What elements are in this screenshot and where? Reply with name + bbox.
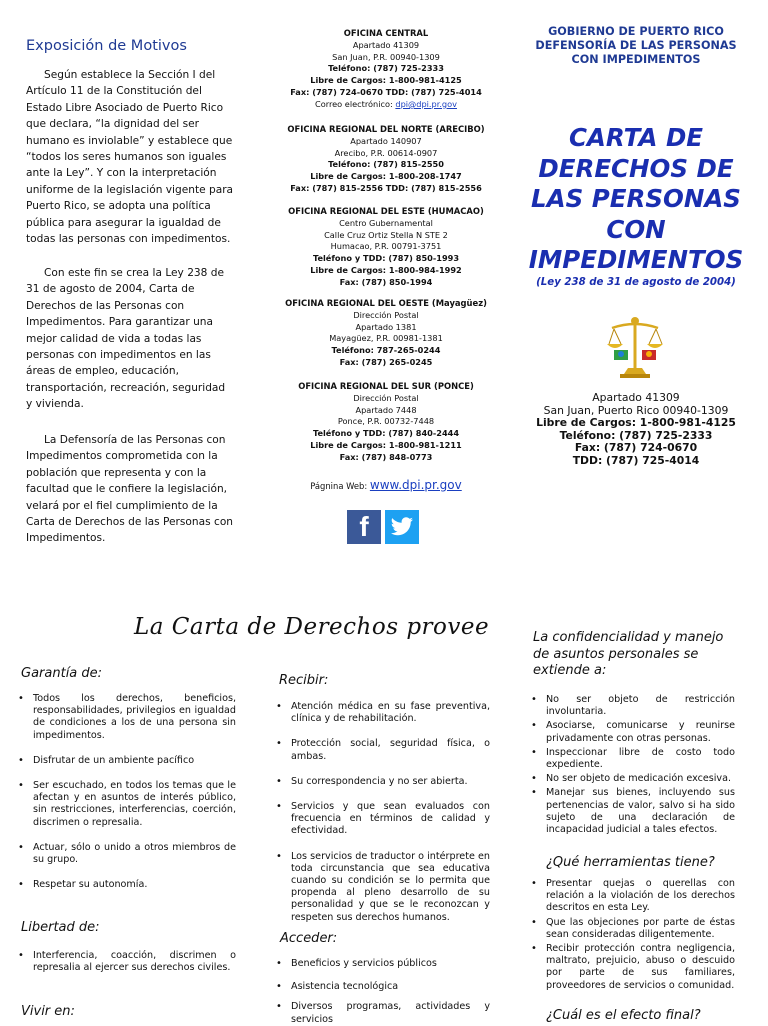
email-label: Correo electrónico: bbox=[315, 98, 393, 109]
twitter-bird-icon bbox=[390, 517, 414, 537]
list-item: • Disfrutar de un ambiente pacífico bbox=[16, 755, 236, 767]
gov-line: GOBIERNO DE PUERTO RICO bbox=[548, 25, 724, 38]
text-line: población que representa y con la bbox=[26, 466, 207, 479]
heading-efecto: ¿Cuál es el efecto final? bbox=[546, 1008, 701, 1023]
twitter-icon[interactable] bbox=[385, 510, 419, 544]
text-line: Artículo 11 de la Constitución del bbox=[26, 85, 202, 98]
gov-line: CON IMPEDIMENTOS bbox=[571, 53, 701, 66]
title-line: DERECHOS DE bbox=[538, 153, 734, 183]
address-fax: Fax: (787) 724-0670 bbox=[574, 441, 698, 455]
list-item: • No ser objeto de restricción involuntaria. bbox=[529, 694, 735, 718]
office-line: Mayagüez, P.R. 00981-1381 bbox=[329, 333, 443, 344]
text-line: Impedimentos. bbox=[26, 532, 106, 545]
office-phone: Teléfono: 787-265-0244 bbox=[331, 345, 441, 356]
document-subtitle: (Ley 238 de 31 de agosto de 2004) bbox=[536, 277, 736, 288]
scales-of-justice-seal-icon bbox=[606, 312, 664, 382]
web-link[interactable]: www.dpi.pr.gov bbox=[369, 478, 462, 492]
address-line: Apartado 41309 bbox=[592, 391, 680, 404]
office-phone: Teléfono y TDD: (787) 840-2444 bbox=[312, 428, 460, 439]
text-line: velará por el fiel cumplimiento de la bbox=[26, 499, 218, 512]
office-title: OFICINA CENTRAL bbox=[343, 28, 429, 38]
heading-acceder: Acceder: bbox=[280, 931, 338, 946]
list-libertad bbox=[16, 950, 236, 974]
list-item: • Recibir protección contra negligencia, maltrato, prejuicio, abuso o descuido por parte de sus familiares, proveedores de servicios o comunidad. bbox=[529, 943, 735, 992]
list-garantia bbox=[16, 693, 236, 904]
text-line: 31 de agosto de 2004, Carta de bbox=[26, 283, 195, 296]
list-acceder bbox=[274, 958, 490, 1026]
text-line: transportación, recreación, seguridad bbox=[26, 381, 226, 394]
office-tollfree: Libre de Cargos: 1-800-208-1747 bbox=[310, 171, 462, 182]
office-line: Calle Cruz Ortiz Stella N STE 2 bbox=[324, 229, 448, 240]
web-line bbox=[274, 478, 498, 492]
heading-libertad: Libertad de: bbox=[21, 920, 100, 935]
office-este bbox=[274, 206, 498, 289]
heading-line: de asuntos personales se bbox=[533, 646, 699, 662]
text-line: mejor calidad de vida a todas las bbox=[26, 332, 202, 345]
heading-recibir: Recibir: bbox=[279, 673, 329, 688]
heading-line: La confidencialidad y manejo bbox=[533, 630, 724, 645]
list-item: • Protección social, seguridad física, o ambas. bbox=[274, 738, 490, 762]
text-line: Según establece la Sección I del bbox=[44, 69, 216, 81]
office-tollfree: Libre de Cargos: 1-800-984-1992 bbox=[310, 264, 462, 275]
address-line: San Juan, Puerto Rico 00940-1309 bbox=[543, 403, 729, 417]
office-fax: Fax: (787) 848-0773 bbox=[339, 451, 433, 462]
heading-vivir: Vivir en: bbox=[21, 1004, 75, 1019]
social-links bbox=[347, 510, 423, 544]
email-link[interactable]: dpi@dpi.pr.gov bbox=[395, 98, 457, 109]
office-oeste bbox=[274, 298, 498, 369]
list-item: • Manejar sus bienes, incluyendo sus pertenencias de valor, salvo si ha sido sujeto de una declaración de incapacidad judicial a tales efectos. bbox=[529, 787, 735, 836]
list-item: • Inspeccionar libre de costo todo expediente. bbox=[529, 747, 735, 771]
text-line: áreas de empleo, educación, bbox=[26, 365, 179, 378]
paragraph-2 bbox=[26, 265, 240, 413]
office-line: Dirección Postal bbox=[353, 392, 419, 403]
office-title: OFICINA REGIONAL DEL OESTE (Mayagüez) bbox=[285, 298, 487, 308]
office-title: OFICINA REGIONAL DEL NORTE (ARECIBO) bbox=[287, 124, 485, 134]
text-line: “todos los seres humanos son iguales bbox=[26, 151, 227, 164]
list-item: • Los servicios de traductor o intérprete en toda circunstancia que sea educativa cuando su condición se lo permita que propenda al pleno desarrollo de su personalidad y que se le reconozcan y respeten sus derechos humanos. bbox=[274, 851, 490, 924]
office-fax: Fax: (787) 815-2556 TDD: (787) 815-2556 bbox=[290, 182, 482, 193]
title-line: CON bbox=[606, 214, 666, 244]
section-title-exposicion: Exposición de Motivos bbox=[26, 38, 187, 54]
text-line: Estado Libre Asociado de Puerto Rico bbox=[26, 101, 224, 114]
government-header bbox=[520, 25, 752, 67]
heading-confidencialidad bbox=[533, 630, 763, 680]
office-line: San Juan, P.R. 00940-1309 bbox=[332, 51, 440, 62]
list-item: • Interferencia, coacción, discrimen o represalia al ejercer sus derechos civiles. bbox=[16, 950, 236, 974]
list-item: • Ser escuchado, en todos los temas que le afectan y en asuntos de interés público, sin restricciones, interferencias, coerción, discrimen o represalia. bbox=[16, 780, 236, 829]
list-recibir bbox=[274, 701, 490, 937]
title-line: CARTA DE bbox=[568, 123, 704, 152]
address-tdd: TDD: (787) 725-4014 bbox=[572, 453, 700, 467]
list-item: • Beneficios y servicios públicos bbox=[274, 958, 490, 970]
text-line: todas las personas con impedimentos. bbox=[26, 233, 231, 246]
office-tollfree: Libre de Cargos: 1-800-981-4125 bbox=[310, 75, 462, 86]
paragraph-3 bbox=[26, 432, 240, 547]
office-title: OFICINA REGIONAL DEL SUR (PONCE) bbox=[298, 381, 474, 391]
text-line: Puerto Rico, se adopta una política bbox=[26, 200, 211, 213]
office-line: Humacao, P.R. 00791-3751 bbox=[330, 241, 442, 252]
list-herramientas bbox=[529, 878, 735, 994]
text-line: Carta de Derechos de las Personas con bbox=[26, 516, 234, 529]
list-item: • Que las objeciones por parte de éstas sean consideradas diligentemente. bbox=[529, 917, 735, 941]
office-phone: Teléfono y TDD: (787) 850-1993 bbox=[312, 253, 460, 264]
text-line: Impedimentos. Para garantizar una bbox=[26, 316, 213, 329]
list-item: • Presentar quejas o querellas con relación a la violación de los derechos descritos en esta Ley. bbox=[529, 878, 735, 915]
office-line: Arecibo, P.R. 00614-0907 bbox=[334, 147, 438, 158]
text-line: y vivienda. bbox=[26, 398, 84, 411]
title-line: IMPEDIMENTOS bbox=[528, 245, 744, 274]
list-confidencialidad bbox=[529, 694, 735, 838]
title-line: LAS PERSONAS bbox=[531, 184, 741, 213]
text-line: uniforme de la legislación vigente para bbox=[26, 183, 234, 196]
heading-line: extiende a: bbox=[533, 663, 607, 678]
office-line: Apartado 7448 bbox=[355, 404, 417, 415]
office-line: Apartado 1381 bbox=[355, 321, 417, 332]
paragraph-1 bbox=[26, 67, 240, 247]
list-item: • Asociarse, comunicarse y reunirse privadamente con otras personas. bbox=[529, 720, 735, 744]
address-phone: Teléfono: (787) 725-2333 bbox=[559, 428, 713, 442]
office-fax: Fax: (787) 724-0670 TDD: (787) 725-4014 bbox=[290, 86, 482, 97]
text-line: pública para asegurar la igualdad de bbox=[26, 216, 221, 229]
office-title: OFICINA REGIONAL DEL ESTE (HUMACAO) bbox=[288, 206, 484, 216]
office-tollfree: Libre de Cargos: 1-800-981-1211 bbox=[310, 439, 462, 450]
list-item: • Todos los derechos, beneficios, responsabilidades, privilegios en igualdad de condiciones a los de una persona sin impedimentos. bbox=[16, 693, 236, 742]
list-item: • No ser objeto de medicación excesiva. bbox=[529, 773, 735, 785]
text-line: facultad que le confiere la legislación, bbox=[26, 483, 228, 496]
office-sur bbox=[274, 381, 498, 464]
office-phone: Teléfono: (787) 725-2333 bbox=[328, 63, 444, 74]
text-line: ante la Ley”. Y con la interpretación bbox=[26, 167, 217, 180]
office-line: Centro Gubernamental bbox=[339, 217, 433, 228]
office-fax: Fax: (787) 850-1994 bbox=[339, 276, 433, 287]
heading-garantia: Garantía de: bbox=[21, 666, 103, 681]
text-line: humano es inviolable” y establece que bbox=[26, 134, 233, 147]
office-email-line bbox=[274, 99, 498, 111]
office-line: Apartado 41309 bbox=[352, 39, 420, 50]
office-fax: Fax: (787) 265-0245 bbox=[339, 356, 433, 367]
facebook-icon[interactable]: f bbox=[347, 510, 381, 544]
section-heading-provee: La Carta de Derechos provee bbox=[134, 614, 490, 640]
list-item: • Atención médica en su fase preventiva, clínica y de rehabilitación. bbox=[274, 701, 490, 725]
address-tollfree: Libre de Cargos: 1-800-981-4125 bbox=[536, 416, 736, 430]
office-line: Dirección Postal bbox=[353, 309, 419, 320]
address-block bbox=[520, 392, 752, 468]
office-line: Apartado 140907 bbox=[350, 135, 422, 146]
office-phone: Teléfono: (787) 815-2550 bbox=[328, 159, 444, 170]
list-item: • Respetar su autonomía. bbox=[16, 879, 236, 891]
list-item: • Diversos programas, actividades y servicios bbox=[274, 1001, 490, 1025]
text-line: Con este fin se crea la Ley 238 de bbox=[44, 267, 225, 279]
text-line: Derechos de las Personas con bbox=[26, 299, 185, 312]
office-central bbox=[274, 28, 498, 111]
heading-herramientas: ¿Qué herramientas tiene? bbox=[546, 855, 715, 870]
web-label: Págnina Web: bbox=[310, 481, 368, 491]
text-line: personas con impedimentos en las bbox=[26, 349, 211, 362]
list-item: • Asistencia tecnológica bbox=[274, 981, 490, 993]
text-line: Impedimentos comprometida con la bbox=[26, 450, 218, 463]
office-norte bbox=[274, 124, 498, 195]
list-item: • Actuar, sólo o unido a otros miembros de su grupo. bbox=[16, 842, 236, 866]
text-line: que declara, “la dignidad del ser bbox=[26, 118, 200, 131]
office-line: Ponce, P.R. 00732-7448 bbox=[337, 416, 435, 427]
gov-line: DEFENSORÍA DE LAS PERSONAS bbox=[535, 39, 737, 52]
text-line: La Defensoría de las Personas con bbox=[44, 434, 226, 446]
document-title bbox=[520, 123, 752, 276]
list-item: • Servicios y que sean evaluados con frecuencia en términos de calidad y efectividad. bbox=[274, 801, 490, 838]
list-item: • Su correspondencia y no ser abierta. bbox=[274, 776, 490, 788]
